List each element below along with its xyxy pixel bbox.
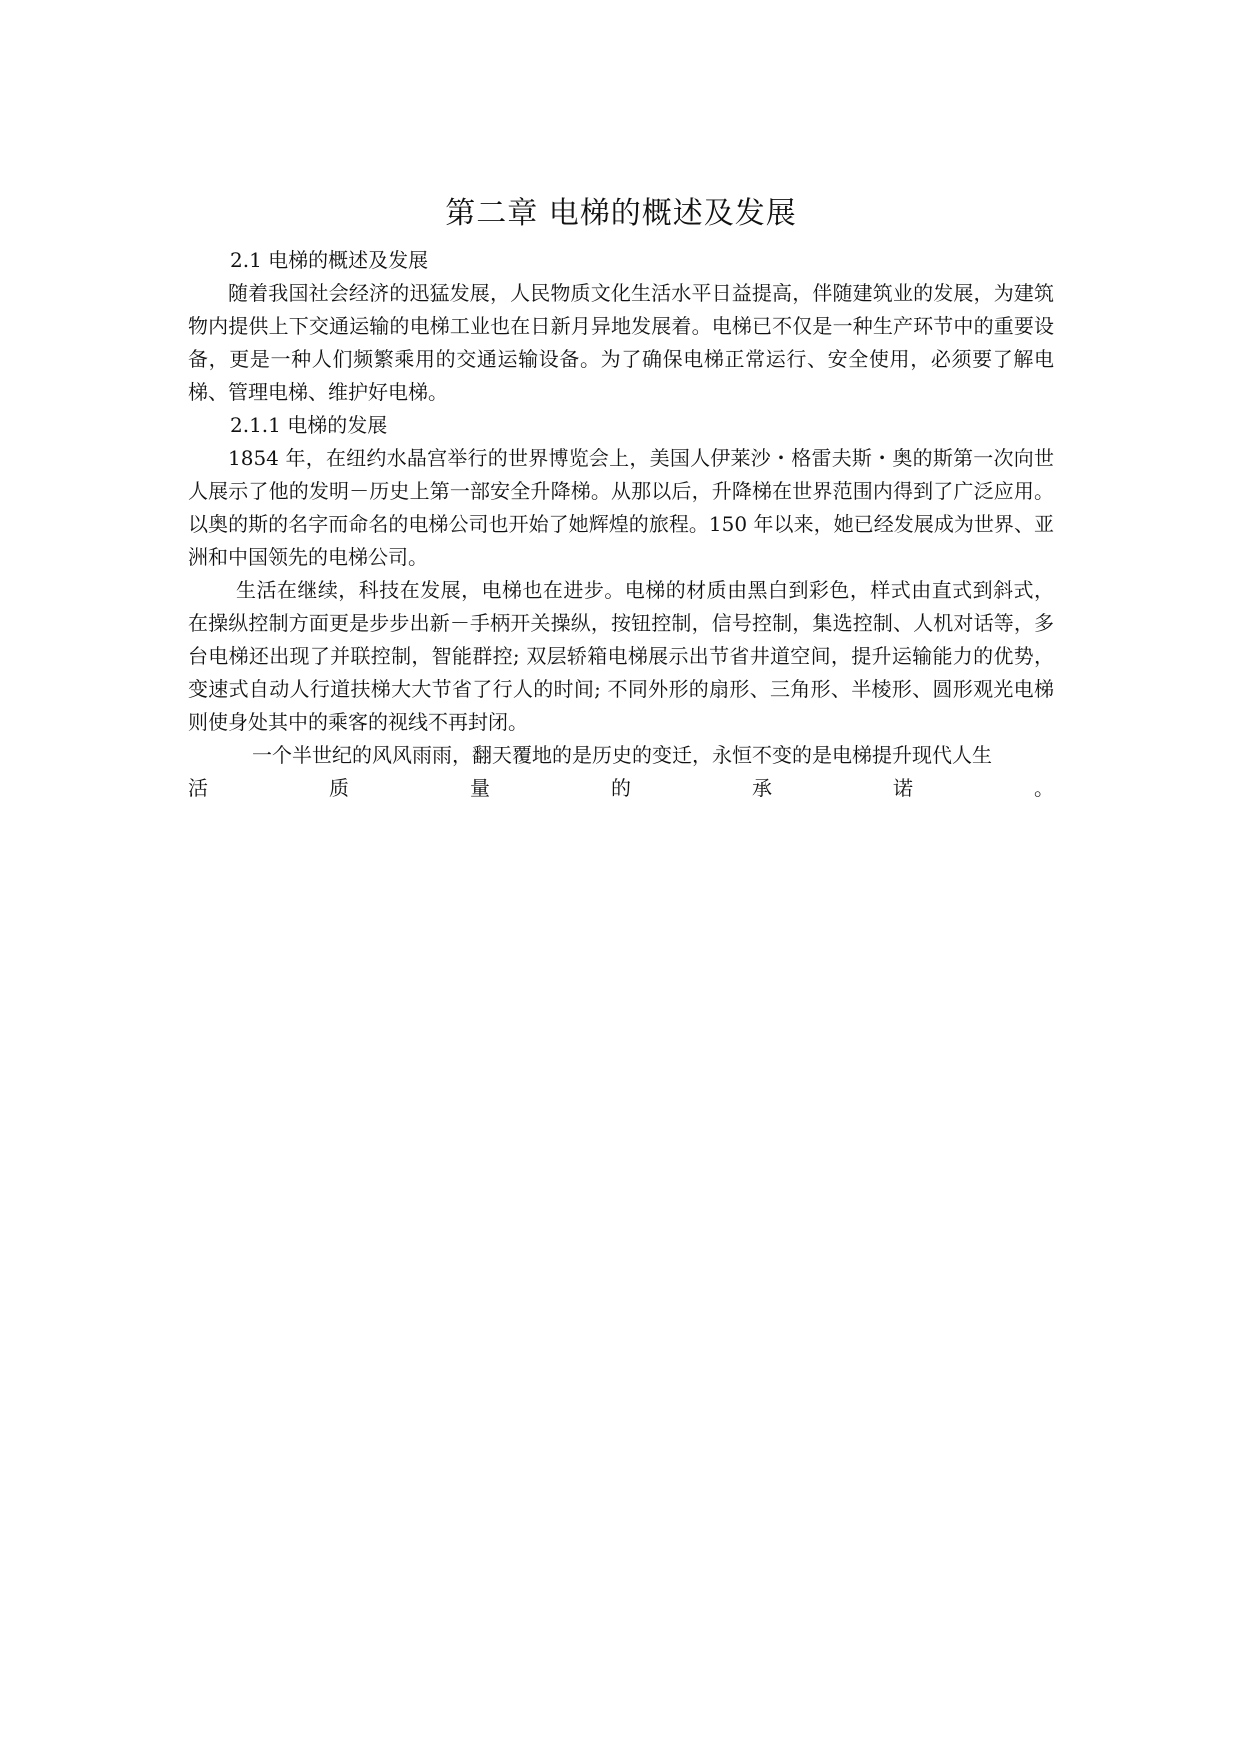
paragraph-overview: 随着我国社会经济的迅猛发展，人民物质文化生活水平日益提高，伴随建筑业的发展，为建筑物内提供上下交通运输的电梯工业也在日新月异地发展着。电梯已不仅是一种生产环节中的重要设备，更是一种人们频繁乘用的交通运输设备。为了确保电梯正常运行、安全使用，必须要了解电梯、管理电梯、维护好电梯。 xyxy=(188,281,1054,404)
last-line-char: 的 xyxy=(611,776,631,800)
last-line-char: 。 xyxy=(1034,776,1054,800)
last-line-char: 诺 xyxy=(893,776,913,800)
page-content xyxy=(188,190,1054,805)
section-heading-2-1-1: 2.1.1 电梯的发展 xyxy=(230,413,388,437)
paragraph-closing-last-line xyxy=(188,772,1054,805)
last-line-char: 质 xyxy=(329,776,349,800)
last-line-char: 承 xyxy=(752,776,772,800)
paragraph-progress: 生活在继续，科技在发展，电梯也在进步。电梯的材质由黑白到彩色，样式由直式到斜式，在操纵控制方面更是步步出新－手柄开关操纵，按钮控制，信号控制，集选控制、人机对话等，多台电梯还出现了并联控制，智能群控; 双层轿箱电梯展示出节省井道空间，提升运输能力的优势，变速式自动人行道扶梯大大节省了行人的时间; 不同外形的扇形、三角形、半棱形、圆形观光电梯则使身处其中的乘客的视线不再封闭。 xyxy=(188,578,1054,734)
section-heading-2-1: 2.1 电梯的概述及发展 xyxy=(230,248,429,272)
paragraph-closing: 一个半世纪的风风雨雨，翻天覆地的是历史的变迁，永恒不变的是电梯提升现代人生 xyxy=(252,743,992,767)
last-line-char: 量 xyxy=(470,776,490,800)
last-line-char: 活 xyxy=(188,776,208,800)
chapter-title: 第二章 电梯的概述及发展 xyxy=(445,196,797,231)
paragraph-history: 1854 年，在纽约水晶宫举行的世界博览会上，美国人伊莱沙・格雷夫斯・奥的斯第一次向世人展示了他的发明－历史上第一部安全升降梯。从那以后，升降梯在世界范围内得到了广泛应用。以奥的斯的名字而命名的电梯公司也开始了她辉煌的旅程。150 年以来，她已经发展成为世界、亚洲和中国领先的电梯公司。 xyxy=(188,446,1054,569)
